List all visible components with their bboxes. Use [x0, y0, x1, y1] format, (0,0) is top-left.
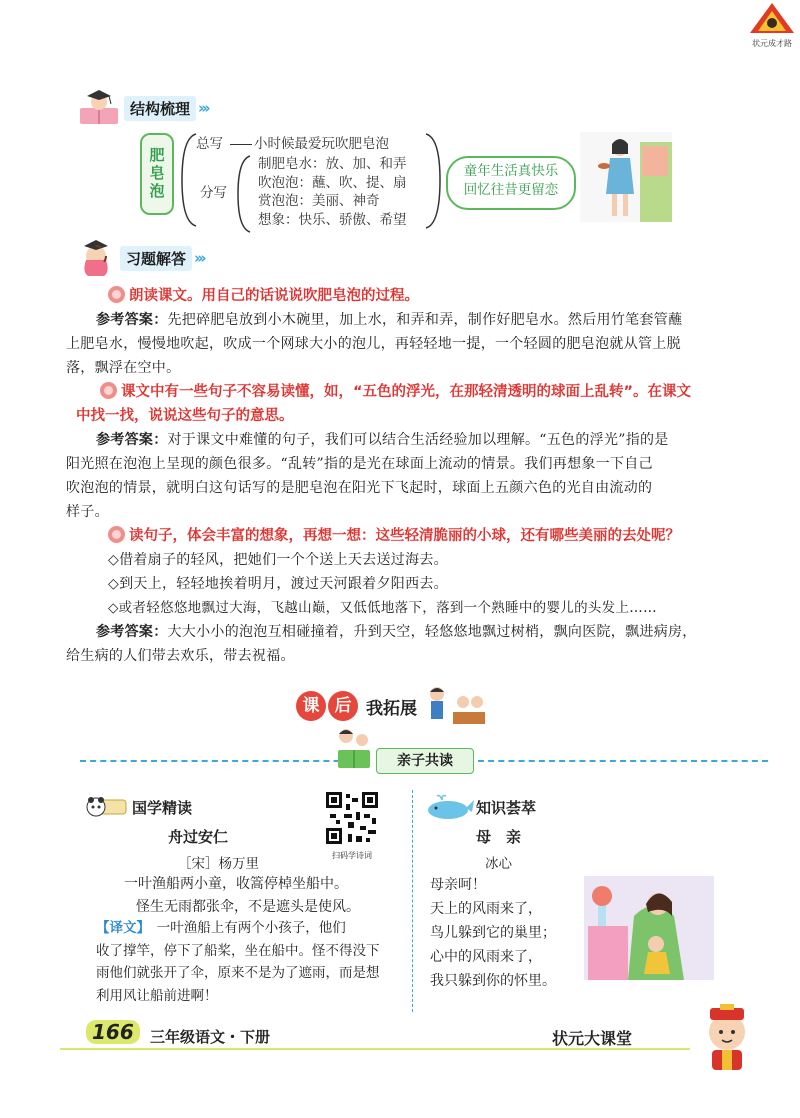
answer-2: 参考答案：对于课文中难懂的句子，我们可以结合生活经验加以理解。“五色的浮光”指的是 阳光照在泡泡上呈现的颜色很多。“乱转”指的是光在球面上流动的情景。我们再想象一下自己 吹泡泡的情景，就明白这句话写的是肥皂泡在阳光下飞起时，球面上五颜六色的光自由流动的 样子。: [66, 432, 669, 520]
structure-fenxie-list: [258, 155, 407, 229]
parent-child-reading-icon: [334, 726, 374, 772]
whale-icon: [424, 792, 474, 822]
structure-summary-bubble: [446, 156, 576, 210]
fenxie-item: 赏泡泡：美丽、神奇: [258, 193, 380, 209]
question-3-items: [108, 548, 744, 620]
mascot-scholar-icon: [692, 1004, 762, 1076]
structure-brace-inner-left: [230, 154, 256, 234]
zhishi-title: 知识荟萃: [476, 798, 537, 817]
chevrons-icon: ›››: [194, 249, 204, 267]
structure-zongxie-label: 总写: [196, 136, 223, 152]
summary-line-2: 回忆往昔更留恋: [463, 181, 559, 198]
zhishi-poem-title: 母 亲: [476, 828, 522, 846]
guoxue-header: [86, 792, 192, 822]
structure-fenxie-label: 分写: [200, 185, 227, 201]
question-3: 读句子，体会丰富的想象，再想一想：这些轻清脆丽的小球，还有哪些美丽的去处呢？: [108, 524, 744, 548]
zhishi-poem: [430, 873, 556, 993]
question-1: 朗读课文。用自己的话说说吹肥皂泡的过程。: [108, 284, 744, 308]
page-number: 166: [86, 1020, 140, 1044]
divider-left: [80, 760, 370, 762]
guoxue-title: 国学精读: [132, 798, 193, 817]
column-divider: [412, 790, 413, 1012]
question-badge-icon: [108, 526, 125, 543]
extension-badge-1: 课: [296, 691, 326, 721]
poem-line: 心中的风雨来了，: [430, 949, 542, 965]
answer-3: 参考答案：大大小小的泡泡互相碰撞着，升到天空，轻悠悠地飘过树梢，飘向医院，飘进病房， 给生病的人们带去欢乐，带去祝福。: [66, 624, 697, 664]
guoxue-author: ［宋］杨万里: [178, 856, 259, 872]
poem-line: 我只躲到你的怀里。: [430, 973, 556, 989]
fenxie-item: 想象：快乐、骄傲、希望: [258, 211, 407, 228]
structure-title: 结构梳理: [124, 96, 196, 121]
question-2: 课文中有一些句子不容易读懂，如，“五色的浮光，在那轻清透明的球面上乱转”。在课文 中找一找，说说这些句子的意思。: [76, 384, 692, 424]
reading-label: 亲子共读: [376, 748, 474, 774]
poem-line: 鸟儿躲到它的巢里；: [430, 925, 556, 941]
structure-topic: 肥皂泡: [147, 147, 166, 201]
graduate-girl-icon: [78, 238, 114, 278]
structure-dash: [230, 144, 252, 145]
reading-student-icon: [78, 88, 122, 128]
question-badge-icon: [100, 382, 117, 399]
chevrons-icon: ›››: [198, 99, 208, 117]
exercise-title: 习题解答: [120, 246, 192, 271]
zhishi-header: [424, 792, 536, 822]
exercise-header: [78, 238, 204, 278]
footer-book: 三年级语文・下册: [150, 1028, 271, 1046]
footer-series: 状元大课堂: [552, 1029, 633, 1048]
qr-caption: 扫码学诗词: [332, 851, 372, 860]
guoxue-yiwen: 【译文】 一叶渔船上有两个小孩子，他们 收了撑竿，停下了船桨，坐在船中。怪不得没下 雨他们就张开了伞，原来不是为了遮雨，而是想 利用风让船前进啊！: [96, 920, 380, 1004]
extension-badge-2: 后: [328, 691, 358, 721]
quote-item: ◇或者轻悠悠地飘过大海，飞越山巅，又低低地落下，落到一个熟睡中的婴儿的头发上……: [108, 600, 657, 616]
answer-1: 参考答案：先把碎肥皂放到小木碗里，加上水，和弄和弄，制作好肥皂水。然后用竹笔套管蘸 上肥皂水，慢慢地吹起，吹成一个网球大小的泡儿，再轻轻地一提，一个轻圆的肥皂泡就从管上脱 落，飘浮在空中。: [66, 312, 683, 376]
poem-line: 天上的风雨来了，: [430, 901, 542, 917]
extension-banner: [296, 684, 487, 728]
exercise-body: [66, 284, 744, 668]
zhishi-author: 冰心: [485, 856, 512, 872]
guoxue-poem-title: 舟过安仁: [168, 828, 229, 846]
structure-topic-box: [140, 133, 174, 215]
qr-code[interactable]: [324, 790, 380, 846]
publisher-logo: [748, 2, 796, 48]
fenxie-item: 制肥皂水：放、加、和弄: [258, 156, 407, 172]
logo-text: 状元成才路: [752, 39, 792, 48]
structure-header: [78, 88, 208, 128]
extension-title: 我拓展: [366, 698, 417, 719]
teacher-students-illustration: [423, 684, 487, 728]
structure-zongxie-text: 小时候最爱玩吹肥皂泡: [254, 136, 389, 152]
poem-line: 母亲呵！: [430, 877, 486, 893]
divider-right: [478, 760, 768, 762]
quote-item: ◇到天上，轻轻地挨着明月，渡过天河跟着夕阳西去。: [108, 576, 448, 592]
poem-line: 一叶渔船两小童，收篙停棹坐船中。: [124, 876, 348, 892]
yiwen-label: 【译文】: [96, 920, 144, 936]
poem-line: 怪生无雨都张伞，不是遮头是使风。: [136, 899, 360, 915]
quote-item: ◇借着扇子的轻风，把她们一个个送上天去送过海去。: [108, 552, 448, 568]
fenxie-item: 吹泡泡：蘸、吹、提、扇: [258, 174, 407, 191]
girl-with-bowl-illustration: [580, 132, 672, 222]
guoxue-poem: [124, 873, 360, 919]
question-badge-icon: [108, 286, 125, 303]
panda-scroll-icon: [86, 792, 128, 822]
mother-child-illustration: [584, 876, 714, 980]
summary-line-1: 童年生活真快乐: [463, 163, 559, 179]
logo-triangle-icon: [748, 2, 796, 34]
